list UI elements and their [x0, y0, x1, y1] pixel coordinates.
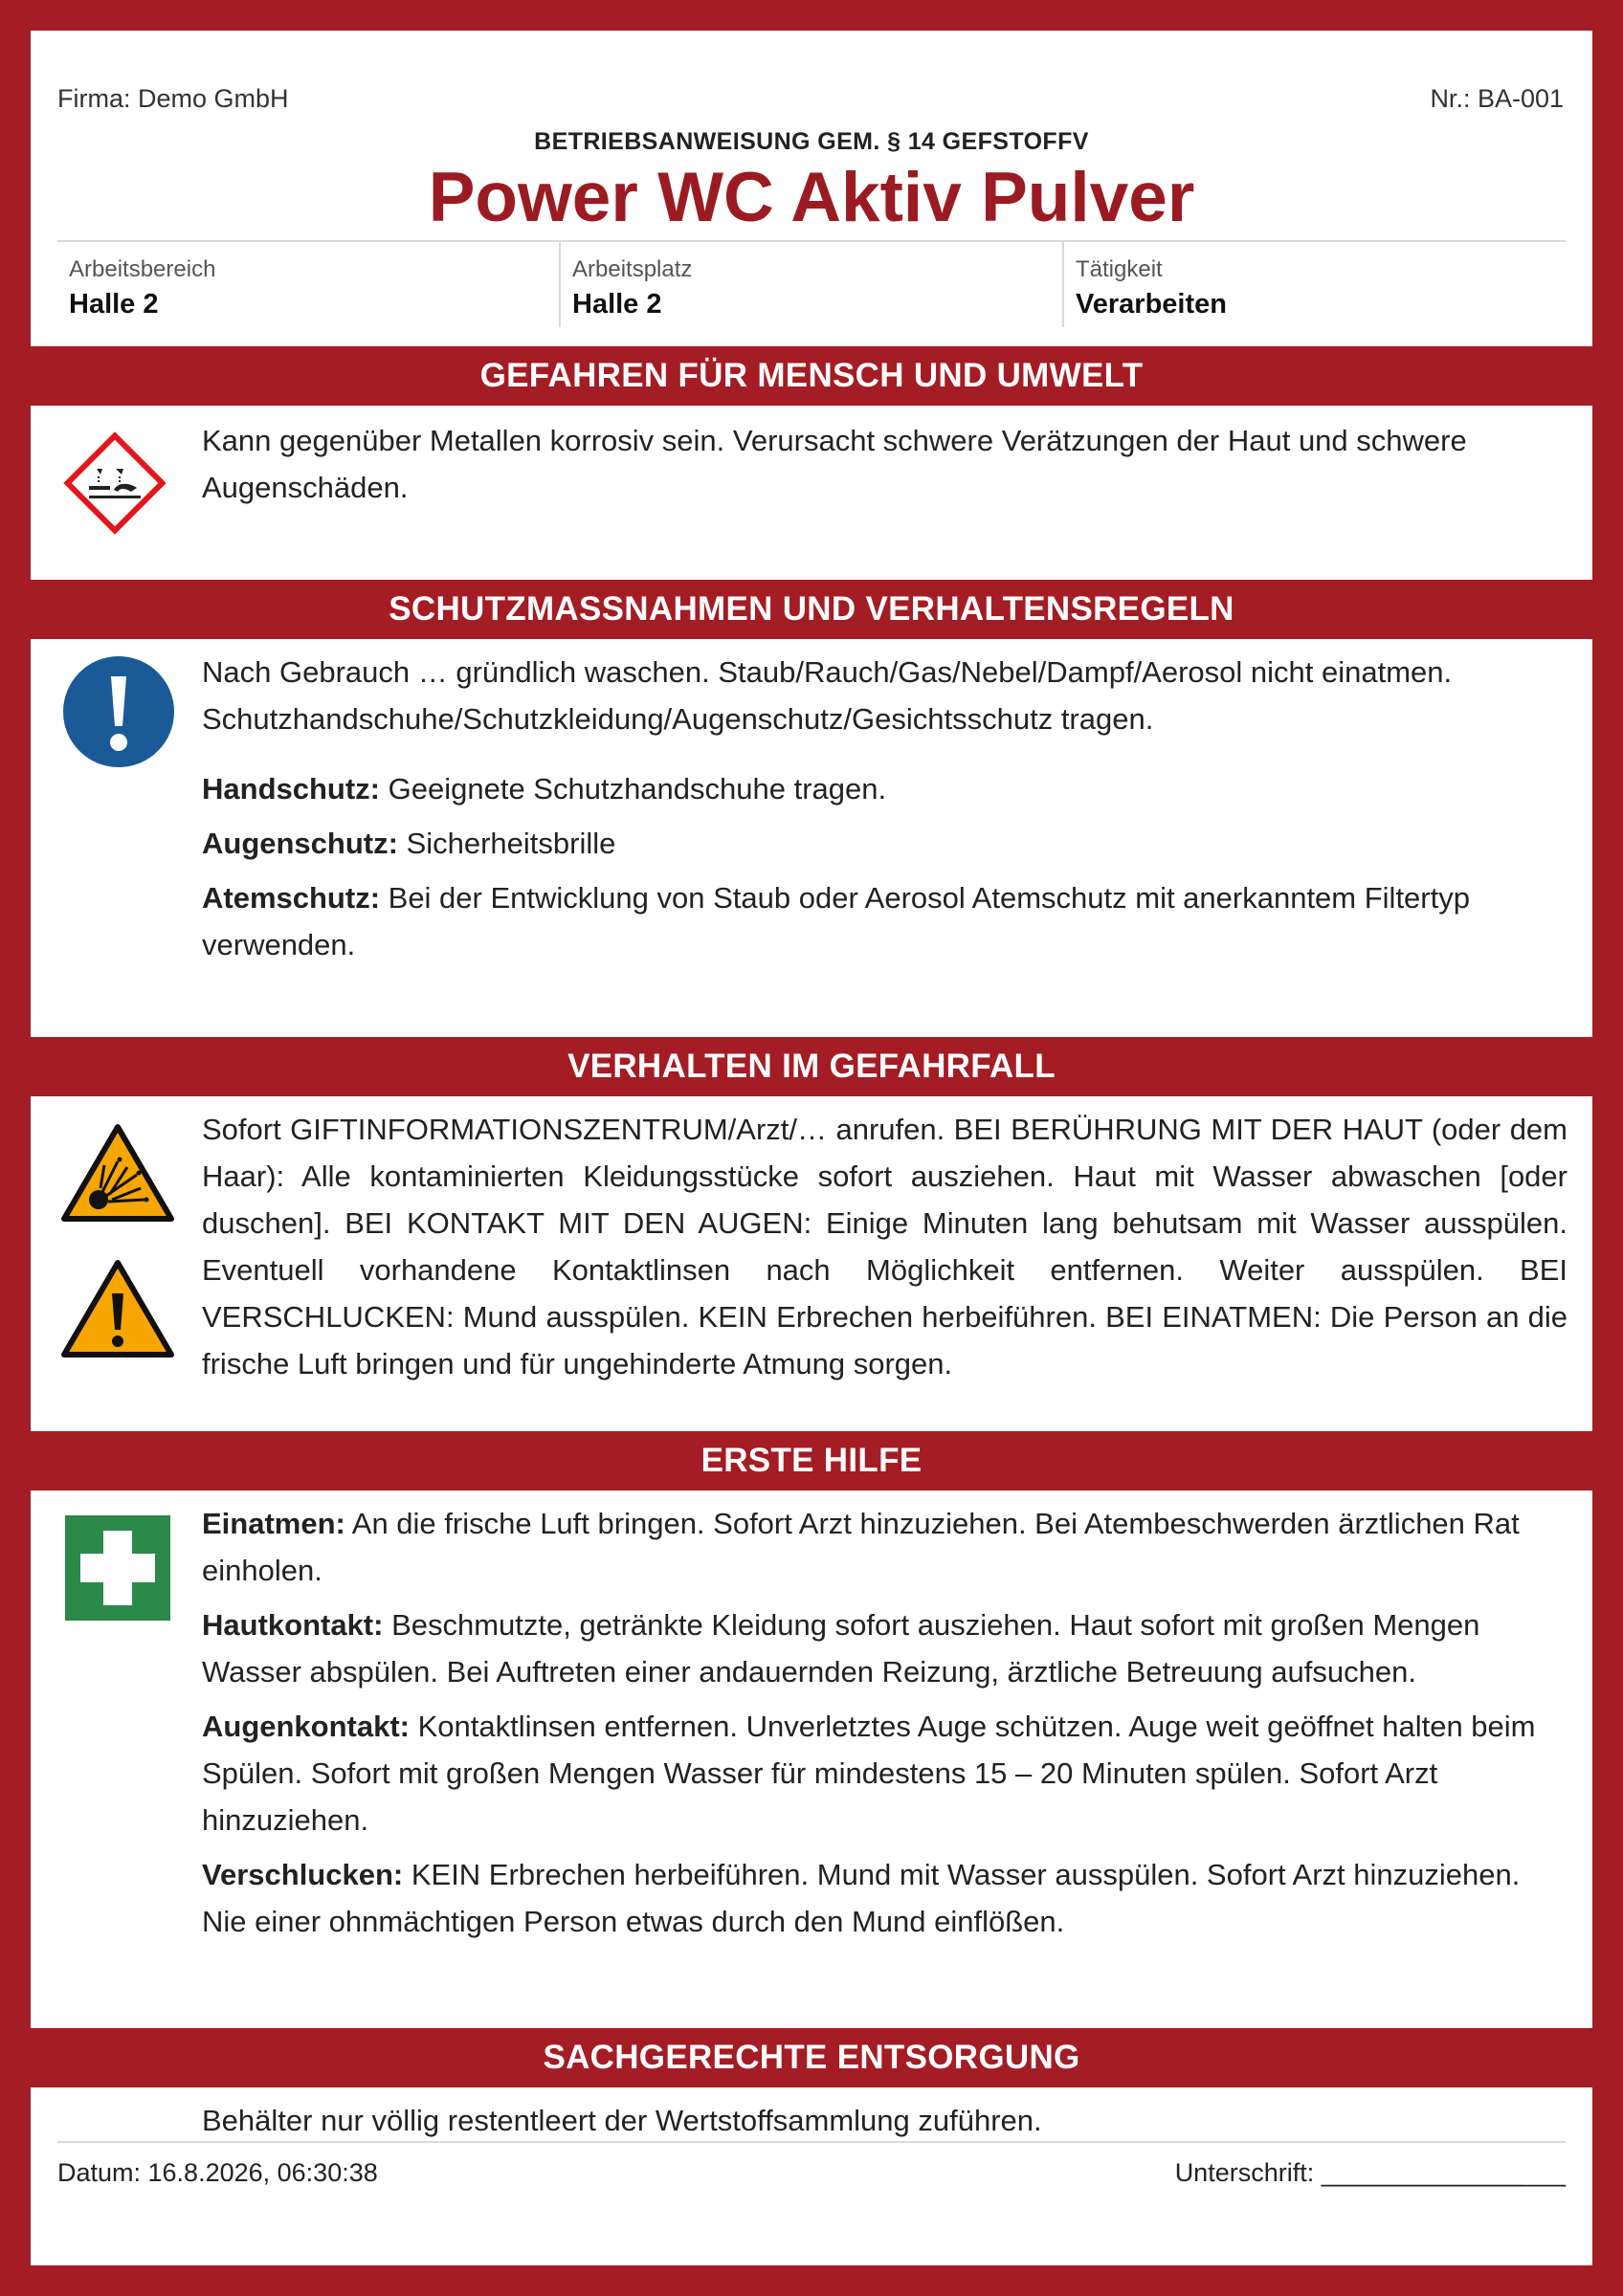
erste-hilfe-item-verschlucken: [202, 1851, 1567, 1945]
info-cell-taetigkeit: [1062, 242, 1566, 327]
erste-hilfe-text: An die frische Luft bringen. Sofort Arzt hinzuziehen. Bei Atembeschwerden ärztlichen Rat einholen.: [202, 1507, 1520, 1587]
info-row: [57, 240, 1566, 327]
erste-hilfe-label: Augenkontakt:: [202, 1710, 410, 1743]
schutz-item-augenschutz: [202, 820, 1567, 867]
erste-hilfe-text-block: [202, 1500, 1567, 1945]
info-label: Arbeitsplatz: [572, 256, 693, 282]
section-heading-gefahrfall: VERHALTEN IM GEFAHRFALL: [31, 1037, 1592, 1096]
document-subtitle: BETRIEBSANWEISUNG GEM. § 14 GEFSTOFFV: [534, 128, 1089, 155]
schutz-item-text: Bei der Entwicklung von Staub oder Aerosol Atemschutz mit anerkanntem Filtertyp verwenden.: [202, 881, 1470, 961]
info-cell-arbeitsbereich: [57, 242, 559, 327]
entsorgung-text: Behälter nur völlig restentleert der Wertstoffsammlung zuführen.: [202, 2104, 1042, 2137]
document-header: [31, 31, 1592, 346]
first-aid-icon: [65, 1515, 170, 1625]
schutz-item-text: Sicherheitsbrille: [406, 827, 616, 860]
section-heading-schutz: SCHUTZMASSNAHMEN UND VERHALTENSREGELN: [31, 580, 1592, 639]
section-gefahrfall: [31, 1096, 1592, 1431]
erste-hilfe-text: Beschmutzte, getränkte Kleidung sofort ausziehen. Haut sofort mit großen Mengen Wasser abspülen. Bei Auftreten einer andauernden Reizung, ärztliche Betreuung aufsuchen.: [202, 1608, 1480, 1689]
corrosion-pictogram-icon: [60, 429, 169, 542]
general-warning-icon: [60, 1259, 175, 1365]
schutz-item-atemschutz: [202, 874, 1567, 968]
company-name: Firma: Demo GmbH: [57, 84, 289, 113]
section-heading-erste-hilfe: ERSTE HILFE: [31, 1431, 1592, 1490]
section-heading-entsorgung: SACHGERECHTE ENTSORGUNG: [31, 2028, 1592, 2087]
date-field: Datum: 16.8.2026, 06:30:38: [57, 2158, 378, 2187]
colophon: Erstellt in SDS Engine · Version 4 · veröffentlicht 16.8.2026, 06:30:38: [489, 2224, 1134, 2248]
erste-hilfe-item-hautkontakt: [202, 1601, 1567, 1695]
signature-field: Unterschrift: _________________: [1174, 2158, 1566, 2187]
explosive-warning-icon: [60, 1123, 175, 1229]
gefahrfall-text: Sofort GIFTINFORMATIONSZENTRUM/Arzt/… anrufen. BEI BERÜHRUNG MIT DER HAUT (oder dem Haar): Alle kontaminierten Kleidungsstücke sofort ausziehen. Haut mit Wasser abwaschen [oder duschen]. BEI KONTAKT MIT DEN AUGEN: Einige Minuten lang behutsam mit Wasser ausspülen. Eventuell vorhandene Kontaktlinsen nach Möglichkeit entfernen. Weiter ausspülen. BEI VERSCHLUCKEN: Mund ausspülen. KEIN Erbrechen herbeiführen. BEI EINATMEN: Die Person an die frische Luft bringen und für ungehinderte Atmung sorgen.: [202, 1113, 1567, 1380]
erste-hilfe-item-einatmen: [202, 1500, 1567, 1594]
section-schutz: [31, 639, 1592, 1037]
info-value: Halle 2: [572, 289, 662, 320]
erste-hilfe-item-augenkontakt: [202, 1703, 1567, 1843]
operating-instruction-sheet: [31, 31, 1592, 2265]
schutz-item-label: Atemschutz:: [202, 881, 381, 915]
mandatory-action-icon: [62, 655, 175, 773]
info-cell-arbeitsplatz: [559, 242, 1062, 327]
section-heading-gefahren: GEFAHREN FÜR MENSCH UND UMWELT: [31, 346, 1592, 406]
erste-hilfe-text: KEIN Erbrechen herbeiführen. Mund mit Wasser ausspülen. Sofort Arzt hinzuziehen. Nie einer ohnmächtigen Person etwas durch den Mund einflößen.: [202, 1858, 1521, 1938]
info-value: Verarbeiten: [1076, 289, 1227, 320]
erste-hilfe-label: Einatmen:: [202, 1507, 345, 1540]
schutz-intro: Nach Gebrauch … gründlich waschen. Staub/Rauch/Gas/Nebel/Dampf/Aerosol nicht einatmen. Schutzhandschuhe/Schutzkleidung/Augenschutz/Gesichtsschutz tragen.: [202, 655, 1453, 736]
section-entsorgung: [31, 2087, 1592, 2141]
erste-hilfe-label: Hautkontakt:: [202, 1608, 384, 1642]
section-erste-hilfe: [31, 1490, 1592, 2028]
product-title: Power WC Aktiv Pulver: [428, 159, 1195, 236]
erste-hilfe-label: Verschlucken:: [202, 1858, 404, 1891]
signature-row: [57, 2141, 1566, 2191]
gefahren-text: Kann gegenüber Metallen korrosiv sein. Verursacht schwere Verätzungen der Haut und schwere Augenschäden.: [202, 424, 1467, 504]
schutz-item-text: Geeignete Schutzhandschuhe tragen.: [388, 772, 887, 806]
erste-hilfe-text: Kontaktlinsen entfernen. Unverletztes Auge schützen. Auge weit geöffnet halten beim Spülen. Sofort mit großen Mengen Wasser für mindestens 15 – 20 Minuten spülen. Sofort Arzt hinzuziehen.: [202, 1710, 1536, 1837]
schutz-text-block: [202, 649, 1567, 968]
info-label: Arbeitsbereich: [69, 256, 216, 282]
schutz-item-label: Handschutz:: [202, 772, 380, 806]
schutz-item-handschutz: [202, 765, 1567, 812]
info-value: Halle 2: [69, 289, 159, 320]
schutz-item-label: Augenschutz:: [202, 827, 398, 860]
section-gefahren: [31, 406, 1592, 580]
document-number: Nr.: BA-001: [1430, 84, 1564, 113]
info-label: Tätigkeit: [1076, 256, 1163, 282]
